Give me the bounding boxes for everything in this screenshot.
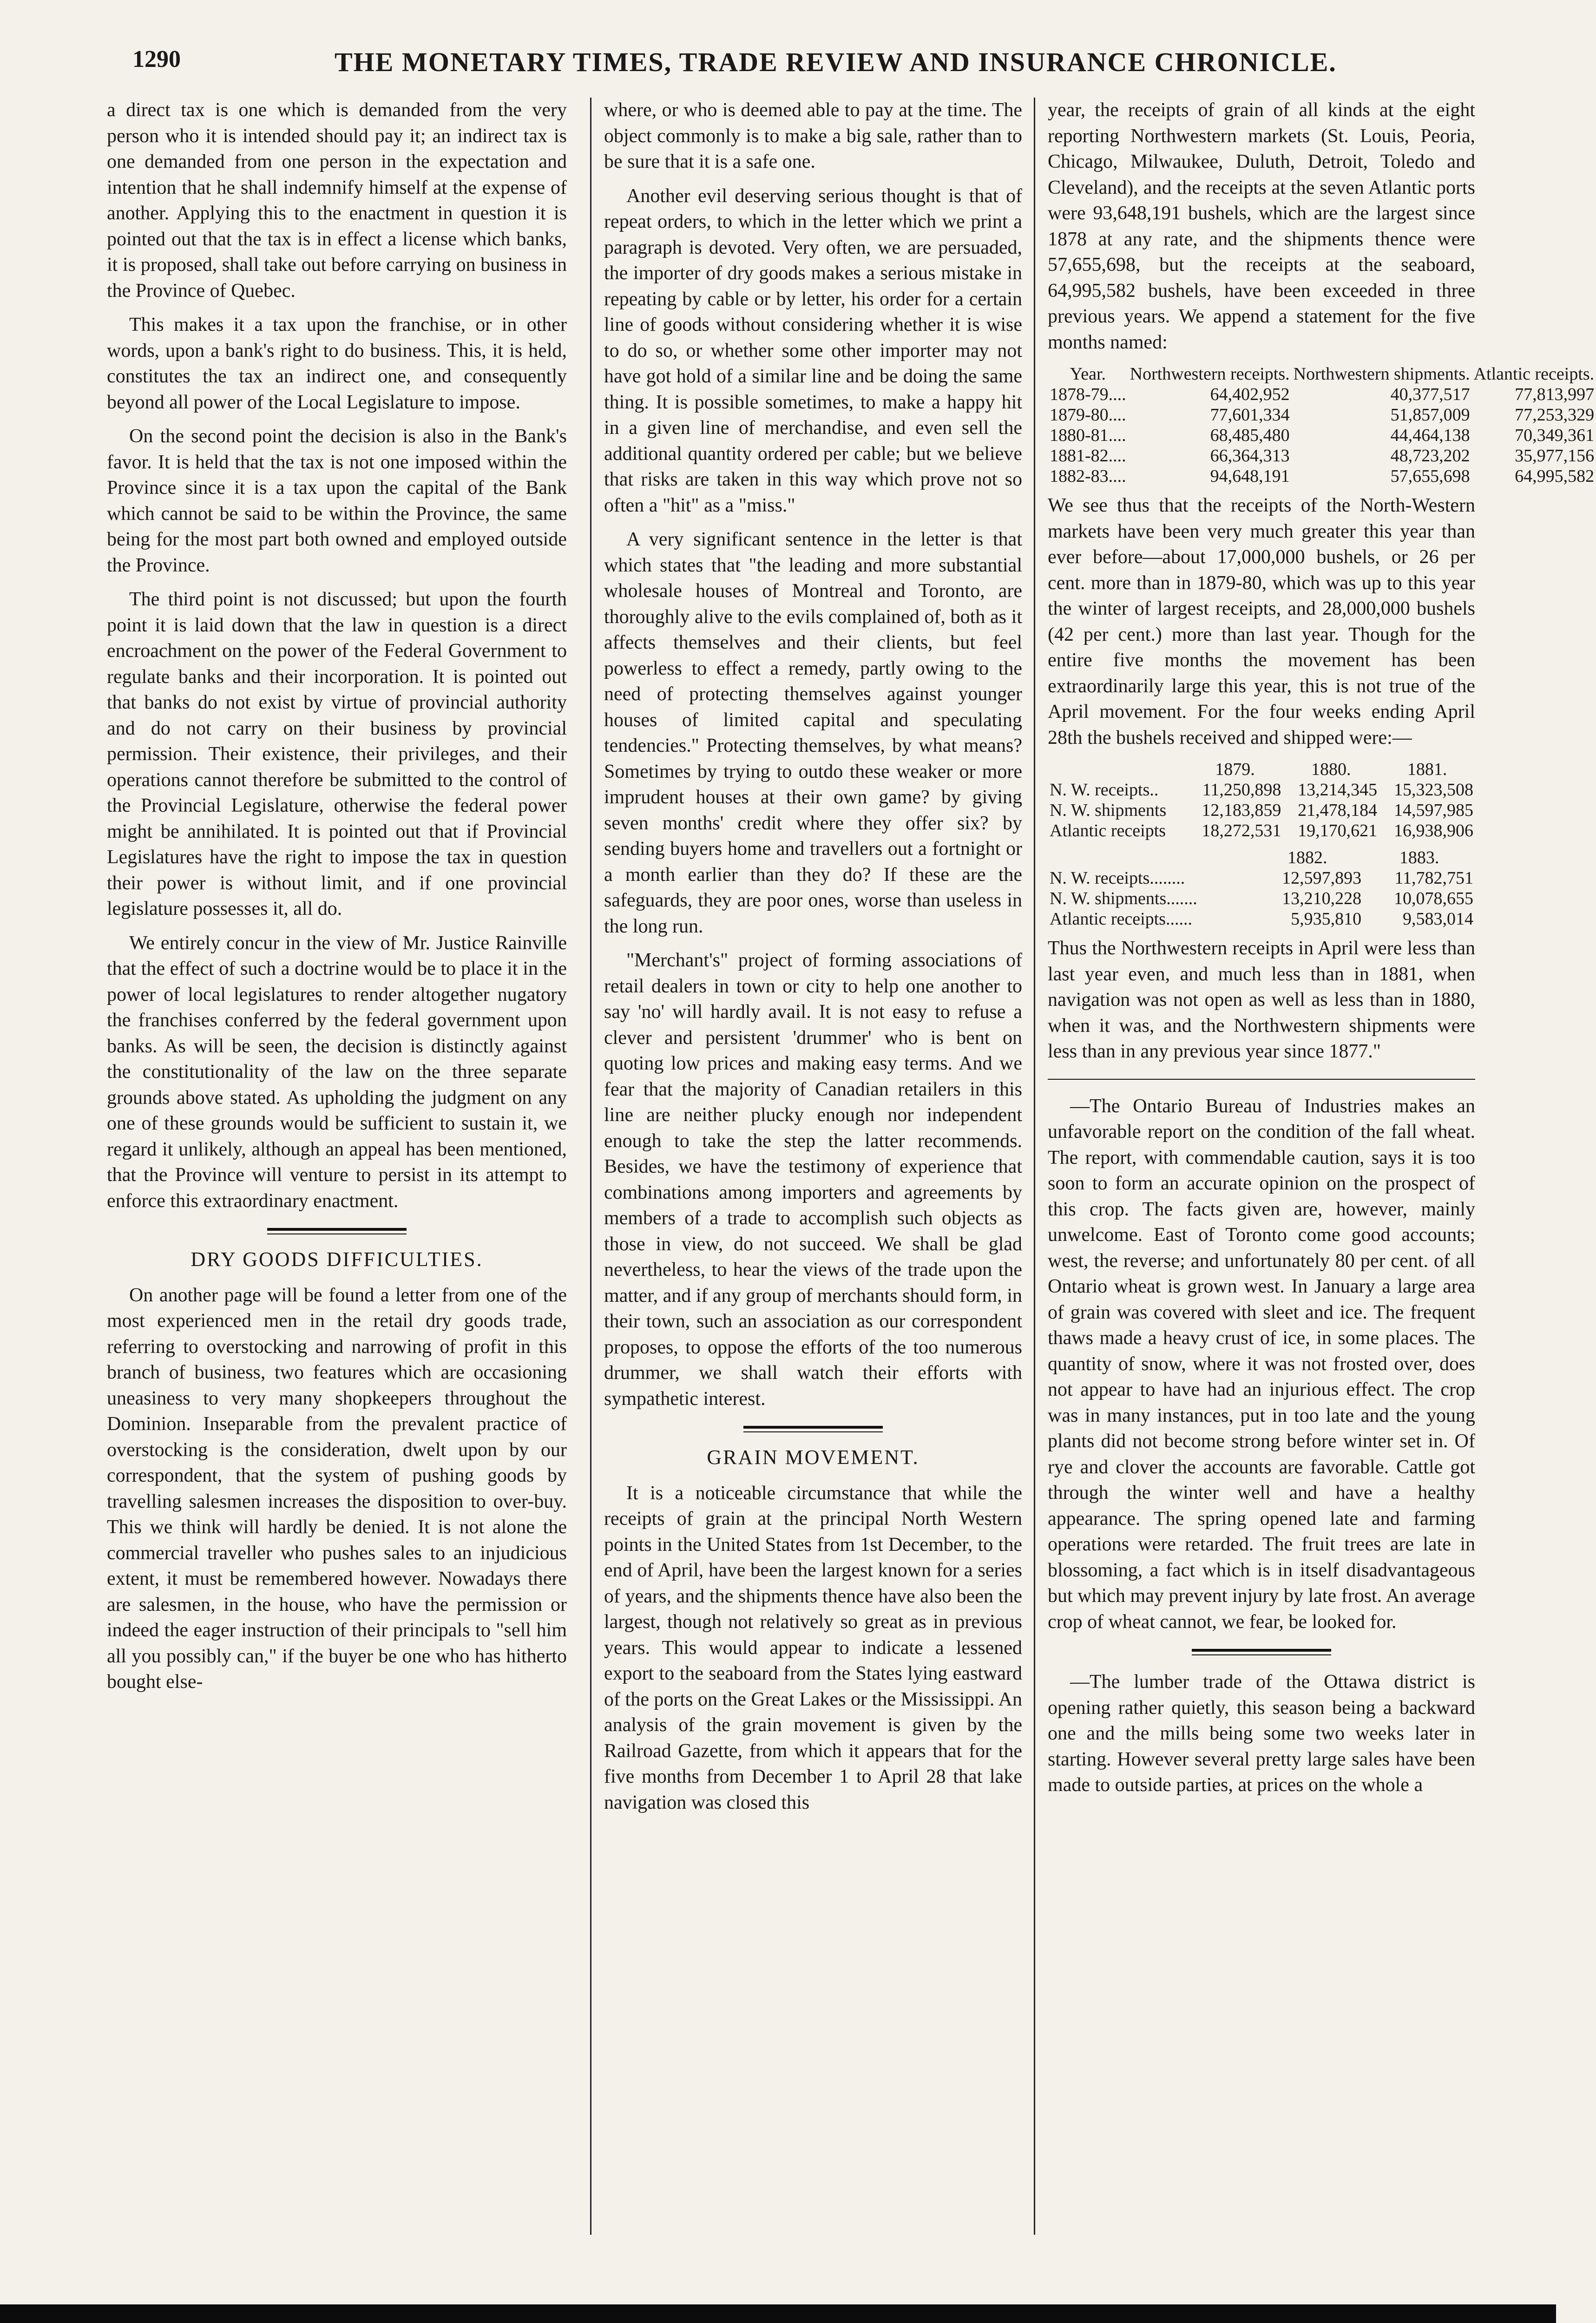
- paragraph: A very significant sentence in the letter is that which states that "the leading and more substantial wholesale houses of Montreal and Toronto, are thoroughly alive to the evils complained of, both as it affects themselves and their clients, but feel powerless to effect a remedy, partly owing to the need of protecting themselves against younger houses of limited capital and speculating tendencies." Protecting themselves, by what means? Sometimes by trying to outdo these weaker or more imprudent houses at their own game? by giving seven months' credit where they offer six? by sending buyers home and travellers out a fortnight or a month earlier than they do? If these are the safeguards, they are poor ones, worse than useless in the long run.: [604, 529, 1022, 937]
- table-header: 1883.: [1399, 848, 1439, 867]
- item-divider: [1048, 1079, 1475, 1080]
- column-3: [1048, 98, 1595, 1807]
- table-cell: 19,170,621: [1298, 821, 1378, 840]
- table-cell: 77,253,329: [1515, 405, 1595, 425]
- table-cell: 64,402,952: [1210, 385, 1290, 404]
- table-cell: 70,349,361: [1515, 426, 1595, 445]
- table-header: 1881.: [1407, 760, 1447, 779]
- table-header: 1882.: [1287, 848, 1327, 867]
- paragraph: Another evil deserving serious thought is that of repeat orders, to which in the letter which we print a paragraph is devoted. Very often, we are persuaded, the importer of dry goods makes a serious mistake in repeating by cable or by letter, his order for a certain line of goods without considering whether it is wise to do so, or whether some other importer may not have got hold of a similar line and be doing the same thing. It is possible sometimes, to make a happy hit in a given line of merchandise, and even sell the additional quantity ordered per cable; but we believe that risks are taken in this way which prove not so often a "hit" as a "miss.": [604, 185, 1022, 516]
- table-header: 1880.: [1311, 760, 1351, 779]
- paragraph: "Merchant's" project of forming associations of retail dealers in town or city to help one another to say 'no' will hardly avail. It is not easy to refuse a clever and persistent 'drummer' who is bent on quoting low prices and making easy terms. And we fear that the majority of Canadian retailers in this line are neither plucky enough nor independent enough to take the step the latter recommends. Besides, we have the testimony of experience that combinations among importers and agreements by members of a trade to accomplish such objects as those in view, do not succeed. We shall be glad nevertheless, to hear the views of the trade upon the matter, and if any group of merchants should form, in their town, such an association as our correspondent proposes, to oppose the efforts of the too numerous drummer, we shall watch their efforts with sympathetic interest.: [604, 950, 1022, 1410]
- table-cell: 14,597,985: [1394, 801, 1473, 820]
- table-cell: 15,323,508: [1394, 780, 1473, 800]
- table-cell: 10,078,655: [1394, 889, 1473, 908]
- section-heading-grain-movement: GRAIN MOVEMENT.: [707, 1446, 920, 1469]
- table-cell: 51,857,009: [1390, 405, 1470, 425]
- table-row: [1048, 868, 1475, 888]
- table-cell: Atlantic receipts: [1050, 821, 1166, 840]
- table-cell: 21,478,184: [1298, 801, 1378, 820]
- five-month-grain-table: [1048, 364, 1596, 486]
- table-cell: 1879-80....: [1050, 405, 1126, 425]
- table-cell: 77,601,334: [1210, 405, 1290, 425]
- table-cell: 11,782,751: [1394, 868, 1473, 888]
- table-cell: 18,272,531: [1202, 821, 1281, 840]
- table-cell: 66,364,313: [1210, 446, 1290, 466]
- section-divider: [743, 1426, 883, 1432]
- table-cell: N. W. shipments.......: [1050, 889, 1197, 908]
- table-cell: 94,648,191: [1210, 466, 1290, 486]
- table-cell: 5,935,810: [1291, 909, 1362, 929]
- table-cell: N. W. receipts..: [1050, 780, 1159, 800]
- column-rule: [590, 98, 591, 2235]
- table-row: [1048, 384, 1596, 405]
- april-grain-table-1882-83: [1048, 847, 1475, 929]
- table-cell: 1881-82....: [1050, 446, 1126, 466]
- column-rule: [1034, 98, 1035, 2235]
- table-cell: 12,597,893: [1282, 868, 1362, 888]
- table-cell: 35,977,156: [1515, 446, 1595, 466]
- table-cell: 1880-81....: [1050, 426, 1126, 445]
- table-cell: 68,485,480: [1210, 426, 1290, 445]
- paragraph: The third point is not discussed; but upon the fourth point it is laid down that the law in question is a direct encroachment on the power of the Federal Government to regulate banks and their incorporation. It is pointed out that banks do not exist by virtue of provincial authority and do not carry on their business by provincial permission. Their existence, their privileges, and their operations cannot therefore be submitted to the control of the Provincial Legislature, otherwise the federal power might be annihilated. It is pointed out that if Provincial Legislatures have the right to impose the tax in question their power is without limit, and if one provincial legislature possesses it, all do.: [107, 589, 567, 919]
- column-1: [107, 98, 567, 1704]
- paragraph: a direct tax is one which is demanded from the very person who it is intended should pay it; an indirect tax is one demanded from one person in the expectation and intention that he shall indemnify himself at the expense of another. Applying this to the enactment in question it is pointed out that the tax is in effect a license which banks, it is proposed, shall take out before carrying on business in the Province of Quebec.: [107, 99, 567, 302]
- table-cell: N. W. receipts........: [1050, 868, 1185, 888]
- april-grain-table-1879-81: [1048, 759, 1475, 841]
- table-cell: 48,723,202: [1390, 446, 1470, 466]
- table-header: Northwestern receipts.: [1130, 364, 1290, 384]
- table-header: Atlantic receipts.: [1473, 364, 1595, 384]
- table-header: [1048, 759, 1187, 780]
- table-header: [1048, 847, 1251, 868]
- table-row: [1048, 780, 1475, 800]
- paragraph: year, the receipts of grain of all kinds at the eight reporting Northwestern markets (St. Louis, Peoria, Chicago, Milwaukee, Duluth, Detroit, Toledo and Cleveland), and the receipts at the seven Atlantic ports were 93,648,191 bushels, which are the largest since 1878 at any rate, and the shipments thence were 57,655,698, but the receipts at the seaboard, 64,995,582 bushels, have been exceeded in three previous years. We append a statement for the five months named:: [1048, 99, 1475, 353]
- table-cell: 12,183,859: [1202, 801, 1281, 820]
- table-header: Northwestern shipments.: [1293, 364, 1470, 384]
- table-cell: 40,377,517: [1390, 385, 1470, 404]
- section-divider: [267, 1228, 407, 1234]
- paragraph: where, or who is deemed able to pay at the time. The object commonly is to make a big sale, rather than to be sure that it is a safe one.: [604, 99, 1022, 172]
- paragraph: It is a noticeable circumstance that while the receipts of grain at the principal North Western points in the United States from 1st December, to the end of April, have been the largest known for a series of years, and the shipments thence have also been the largest, though not relatively so great as in previous years. This would appear to indicate a lessened export to the seaboard from the States lying eastward of the ports on the Great Lakes or the Mississippi. An analysis of the grain movement is given by the Railroad Gazette, from which it appears that for the five months from December 1 to April 28 that lake navigation was closed this: [604, 1482, 1022, 1813]
- table-cell: 77,813,997: [1515, 385, 1595, 404]
- table-row: [1048, 466, 1596, 486]
- table-cell: 44,464,138: [1390, 426, 1470, 445]
- column-2: [604, 98, 1022, 1824]
- table-row: [1048, 820, 1475, 841]
- paragraph: On another page will be found a letter from one of the most experienced men in the retail dry goods trade, referring to overstocking and narrowing of profit in this branch of business, two features which are occasioning uneasiness to very many shopkeepers throughout the Dominion. Inseparable from the prevalent practice of overstocking is the consideration, dwelt upon by our correspondent, that the system of pushing goods by travelling salesmen increases the disposition to over-buy. This we think will hardly be denied. It is not alone the commercial traveller who pushes sales to an injudicious extent, it must be remembered however. Nowadays there are salesmen, in the house, who have the permission or indeed the eager instruction of their principals to "sell him all you possibly can," if the buyer be one who has hitherto bought else-: [107, 1284, 567, 1693]
- paragraph: —The Ontario Bureau of Industries makes an unfavorable report on the condition of the fall wheat. The report, with commendable caution, says it is too soon to form an accurate opinion on the prospect of this crop. The facts given are, however, mainly unwelcome. East of Toronto come good accounts; west, the reverse; and unfortunately 80 per cent. of all Ontario wheat is grown west. In January a large area of grain was covered with sleet and ice. The frequent thaws made a heavy crust of ice, in some places. The quantity of snow, where it was not frosted over, does not appear to have had an injurious effect. The crop was in many instances, put in too late and the young plants did not become strong before winter set in. Of rye and clover the accounts are favorable. Cattle got through the winter well and have a healthy appearance. The spring opened late and farming operations were retarded. The fruit trees are late in blossoming, a fact which is in itself disadvantageous but which may prevent injury by late frost. An average crop of wheat cannot, we fear, be looked for.: [1048, 1095, 1475, 1633]
- table-cell: 16,938,906: [1394, 821, 1473, 840]
- table-row: [1048, 405, 1596, 425]
- table-cell: Atlantic receipts......: [1050, 909, 1193, 929]
- section-heading-dry-goods: DRY GOODS DIFFICULTIES.: [190, 1248, 483, 1271]
- paragraph: We see thus that the receipts of the North-Western markets have been very much greater this year than ever before—about 17,000,000 bushels, or 26 per cent. more than in 1879-80, which was up to this year the winter of largest receipts, and 28,000,000 bushels (42 per cent.) more than last year. Though for the entire five months the movement has been extraordinarily large this year, this is not true of the April movement. For the four weeks ending April 28th the bushels received and shipped were:—: [1048, 495, 1475, 748]
- table-header: Year.: [1070, 364, 1106, 384]
- page-number: 1290: [132, 46, 181, 72]
- table-row: [1048, 909, 1475, 929]
- table-row: [1048, 446, 1596, 466]
- table-cell: 9,583,014: [1403, 909, 1473, 929]
- section-divider: [1192, 1649, 1331, 1655]
- paragraph: —The lumber trade of the Ottawa district is opening rather quietly, this season being a backward one and the mills being some two weeks later in starting. However several pretty large sales have been made to outside parties, at prices on the whole a: [1048, 1671, 1475, 1796]
- paragraph: On the second point the decision is also in the Bank's favor. It is held that the tax is not one imposed within the Province since it is a tax upon the capital of the Bank which cannot be said to be within the Province, the same being for the most part both owned and employed outside the Province.: [107, 426, 567, 576]
- running-title: THE MONETARY TIMES, TRADE REVIEW AND INSURANCE CHRONICLE.: [335, 47, 1337, 77]
- table-row: [1048, 888, 1475, 909]
- table-cell: 64,995,582: [1515, 466, 1595, 486]
- table-cell: 11,250,898: [1202, 780, 1281, 800]
- table-cell: N. W. shipments: [1050, 801, 1167, 820]
- table-cell: 13,214,345: [1298, 780, 1378, 800]
- table-cell: 13,210,228: [1282, 889, 1362, 908]
- table-cell: 57,655,698: [1390, 466, 1470, 486]
- table-row: [1048, 800, 1475, 820]
- paragraph: Thus the Northwestern receipts in April were less than last year even, and much less than in 1881, when navigation was not open as well as less than in 1880, when it was, and the Northwestern shipments were less than in any previous year since 1877.": [1048, 938, 1475, 1062]
- table-cell: 1878-79....: [1050, 385, 1126, 404]
- paragraph: This makes it a tax upon the franchise, or in other words, upon a bank's right to do business. This, it is held, constitutes the tax an indirect one, and consequently beyond all power of the Local Legislature to impose.: [107, 314, 567, 413]
- scan-bottom-edge: [0, 2304, 1556, 2323]
- table-cell: 1882-83....: [1050, 466, 1126, 486]
- paragraph: We entirely concur in the view of Mr. Justice Rainville that the effect of such a doctrine would be to place it in the power of local legislatures to render altogether nugatory the franchises conferred by the federal government upon banks. As will be seen, the decision is distinctly against the constitutionality of the law on the three separate grounds above stated. As upholding the judgment on any one of these grounds would be sufficient to sustain it, we regard it unlikely, although an appeal has been mentioned, that the Province will venture to persist in its attempt to enforce this extraordinary enactment.: [107, 932, 567, 1212]
- table-row: [1048, 425, 1596, 446]
- table-header: 1879.: [1215, 760, 1255, 779]
